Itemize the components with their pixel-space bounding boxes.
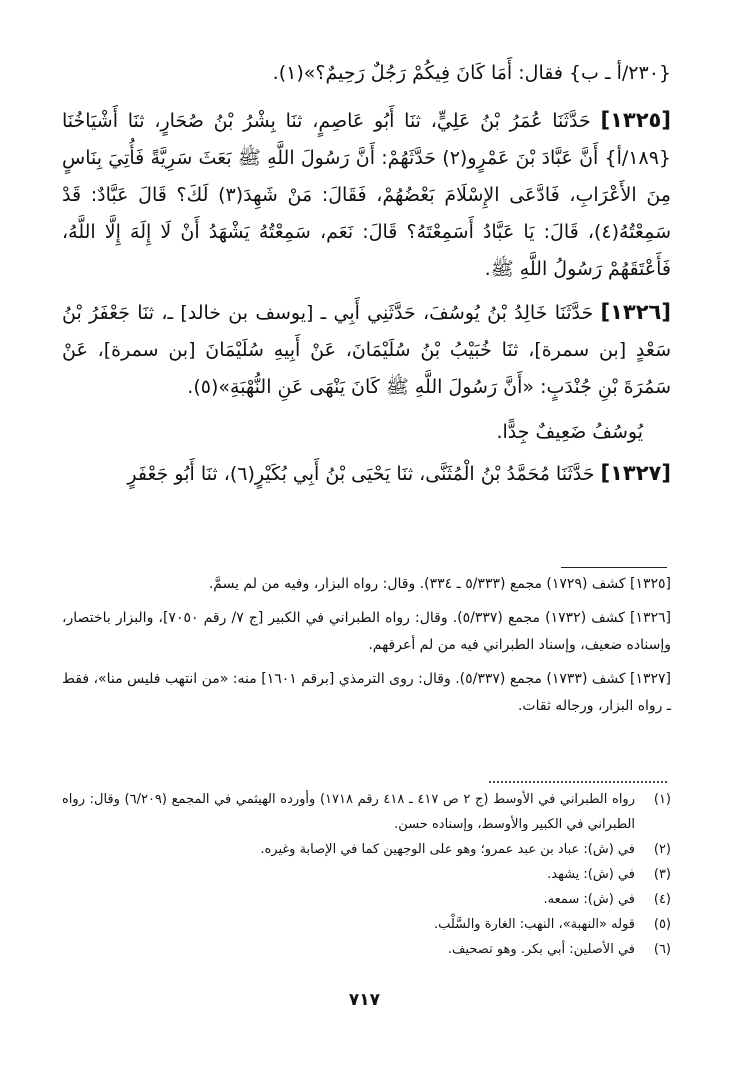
takhrij-item: [١٣٢٧] كشف (١٧٣٣) مجمع (٥/٣٣٧). وقال: روى الترمذي [برقم ١٦٠١] منه: «من انتهب فليس منا»، فقط ـ رواه البزار، ورجاله ثقات. bbox=[62, 671, 671, 714]
footnote-text: في (ش): عباد بن عبد عمرو؛ وهو على الوجهين كما في الإصابة وغيره. bbox=[260, 842, 635, 857]
footnote bbox=[62, 837, 671, 862]
hadith-continuation: {٢٣٠/أ ـ ب} فقال: أَمَا كَانَ فِيكُمْ رَجُلٌ رَحِيمٌ؟»(١). bbox=[272, 62, 671, 84]
grading-note: يُوسُفُ ضَعِيفٌ جِدًّا. bbox=[496, 421, 643, 443]
footnote-number: (١) bbox=[653, 792, 671, 807]
divider-line bbox=[561, 567, 667, 568]
footnote-number: (٦) bbox=[653, 942, 671, 957]
takhrij-item: [١٣٢٥] كشف (١٧٢٩) مجمع (٥/٣٣٣ ـ ٣٣٤). وقال: رواه البزار، وفيه من لم يسمَّ. bbox=[208, 576, 671, 592]
dotted-divider bbox=[489, 781, 667, 783]
hadith-number: [١٣٢٦] bbox=[600, 300, 671, 324]
hadith-text: حَدَّثَنَا خَالِدُ بْنُ يُوسُفَ، حَدَّثَنِي أَبِي ـ [يوسف بن خالد] ـ، ثنَا جَعْفَرُ بْنُ سَعْدٍ [بن سمرة]، ثنَا خُبَيْبُ بْنُ سُلَيْمَانَ، عَنْ أَبِيهِ سُلَيْمَانَ [بن سمرة]، عَنْ سَمُرَةَ بْنِ جُنْدَبٍ: «أَنَّ رَسُولَ اللَّهِ ﷺ كَانَ يَنْهَى عَنِ النُّهْبَةِ»(٥). bbox=[62, 302, 671, 398]
footnote-number: (٣) bbox=[653, 867, 671, 882]
hadith-text: حَدَّثَنَا عُمَرُ بْنُ عَلِيٍّ، ثنَا أَبُو عَاصِمٍ، ثنَا بِشْرُ بْنُ صُحَارٍ، ثنَا أَشْيَاخُنَا {١٨٩/أ} أَنَّ عَبَّادَ بْنَ عَمْرٍو(٢) حَدَّثَهُمْ: أَنَّ رَسُولَ اللَّهِ ﷺ بَعَثَ سَرِيَّةً فَأُتِيَ بِنَاسٍ مِنَ الأَعْرَابِ، فَادَّعَى الإِسْلَامَ بَعْضُهُمْ، فَقَالَ: مَنْ شَهِدَ(٣) لَكَ؟ قَالَ عَبَّادٌ: قَدْ سَمِعْتُهُ(٤)، قَالَ: يَا عَبَّادُ أَسَمِعْتَهُ؟ قَالَ: نَعَم، سَمِعْتُهُ يَشْهَدُ أَنْ لَا إِلَهَ إِلَّا اللَّهُ، فَأَعْتَقَهُمْ رَسُولُ اللَّهِ ﷺ. bbox=[62, 110, 672, 280]
hadith-number: [١٣٢٥] bbox=[600, 108, 671, 132]
takhrij-item: [١٣٢٦] كشف (١٧٣٢) مجمع (٥/٣٣٧). وقال: رواه الطبراني في الكبير [ج ٧/ رقم ٧٠٥٠]، والبزار باختصار، وإسناده ضعيف، وإسناد الطبراني فيه من لم أعرفهم. bbox=[62, 610, 672, 653]
footnote bbox=[62, 887, 671, 912]
main-text bbox=[62, 55, 671, 493]
footnote-number: (٤) bbox=[653, 892, 671, 907]
footnote-text: في الأصلين: أبي بكر. وهو تصحيف. bbox=[447, 942, 635, 957]
footnote-text: في (ش): سمعه. bbox=[543, 892, 635, 907]
hadith-1326 bbox=[62, 294, 671, 406]
hadith-1327 bbox=[62, 455, 671, 493]
page-number: ٧١٧ bbox=[348, 990, 381, 1010]
footnote bbox=[62, 862, 671, 887]
hadith-text: حَدَّثَنَا مُحَمَّدُ بْنُ الْمُثَنَّى، ثنَا يَحْيَى بْنُ أَبِي بُكَيْرٍ(٦)، ثنَا أَبُو جَعْفَرٍ bbox=[127, 463, 595, 485]
hadith-1325 bbox=[62, 102, 671, 288]
footnote-text: رواه الطبراني في الأوسط (ج ٢ ص ٤١٧ ـ ٤١٨ رقم ١٧١٨) وأورده الهيثمي في المجمع (٦/٢٠٩) وقال: رواه الطبراني في الكبير والأوسط، وإسناده حسن. bbox=[62, 792, 635, 832]
hadith-number: [١٣٢٧] bbox=[600, 461, 671, 485]
footnote-text: في (ش): يشهد. bbox=[547, 867, 635, 882]
footnote bbox=[62, 787, 671, 837]
footnote-text: قوله «النهبة»، النهب: الغارة والسَّلْب. bbox=[433, 917, 635, 932]
footnote bbox=[62, 912, 671, 937]
footnote-number: (٢) bbox=[653, 842, 671, 857]
footnote bbox=[62, 937, 671, 962]
footnotes bbox=[62, 787, 671, 962]
takhrij-notes bbox=[62, 571, 671, 727]
footnote-number: (٥) bbox=[653, 917, 671, 932]
